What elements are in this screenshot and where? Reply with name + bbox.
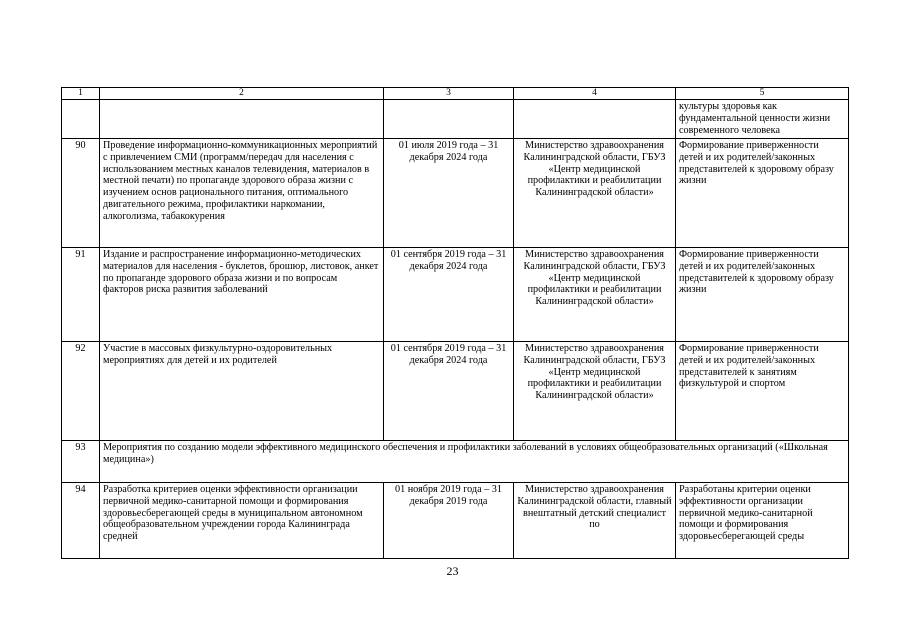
row-number: 91 (62, 247, 100, 341)
activity-cell: Участие в массовых физкультурно-оздоровительных мероприятиях для детей и их родителей (100, 341, 384, 440)
result-cell: Формирование приверженности детей и их родителей/законных представителей к здоровому образу жизни (676, 247, 849, 341)
result-cell: Формирование приверженности детей и их родителей/законных представителей к занятиям физкультурой и спортом (676, 341, 849, 440)
page-number: 23 (446, 564, 459, 578)
executor-cell: Министерство здравоохранения Калининградской области, ГБУЗ «Центр медицинской профилактики и реабилитации Калининградской области» (514, 341, 676, 440)
table-row (62, 138, 849, 247)
empty-cell (62, 100, 100, 139)
result-cell: Формирование приверженности детей и их родителей/законных представителей к здоровому образу жизни (676, 138, 849, 247)
result-cell: Разработаны критерии оценки эффективности организации первичной медико-санитарной помощи и формирования здоровьесберегающей среды (676, 482, 849, 558)
column-number-row (62, 88, 849, 100)
row-number: 90 (62, 138, 100, 247)
row-number: 92 (62, 341, 100, 440)
table-row (62, 247, 849, 341)
table-row-continuation (62, 100, 849, 139)
header-cell: 5 (676, 88, 849, 100)
term-cell: 01 сентября 2019 года – 31 декабря 2024 года (384, 247, 514, 341)
row-number: 94 (62, 482, 100, 558)
row-number: 93 (62, 440, 100, 482)
term-cell: 01 ноября 2019 года – 31 декабря 2019 года (384, 482, 514, 558)
header-cell: 1 (62, 88, 100, 100)
activity-cell: Издание и распространение информационно-методических материалов для населения - буклетов, брошюр, листовок, анкет по пропаганде здорового образа жизни и по вопросам факторов риска развития заболеваний (100, 247, 384, 341)
term-cell: 01 сентября 2019 года – 31 декабря 2024 года (384, 341, 514, 440)
empty-cell (384, 100, 514, 139)
plan-table (61, 87, 849, 559)
empty-cell (100, 100, 384, 139)
header-cell: 2 (100, 88, 384, 100)
table-row (62, 341, 849, 440)
header-cell: 3 (384, 88, 514, 100)
executor-cell: Министерство здравоохранения Калининградской области, ГБУЗ «Центр медицинской профилактики и реабилитации Калининградской области» (514, 138, 676, 247)
result-cell: культуры здоровья как фундаментальной ценности жизни современного человека (676, 100, 849, 139)
executor-cell: Министерство здравоохранения Калининградской области, главный внештатный детский специалист по (514, 482, 676, 558)
empty-cell (514, 100, 676, 139)
activity-cell: Проведение информационно-коммуникационных мероприятий с привлечением СМИ (программ/передач для населения с использованием местных каналов телевидения, материалов в местной печати) по пропаганде здорового образа жизни с изучением основ рационального питания, оптимального двигательного режима, профилактики наркомании, алкоголизма, табакокурения (100, 138, 384, 247)
table-row (62, 482, 849, 558)
term-cell: 01 июля 2019 года – 31 декабря 2024 года (384, 138, 514, 247)
section-heading: Мероприятия по созданию модели эффективного медицинского обеспечения и профилактики заболеваний в условиях общеобразовательных организаций («Школьная медицина») (100, 440, 849, 482)
section-row (62, 440, 849, 482)
activity-cell: Разработка критериев оценки эффективности организации первичной медико-санитарной помощи и формирования здоровьесберегающей среды в муниципальном автономном общеобразовательном учреждении города Калининграда средней (100, 482, 384, 558)
executor-cell: Министерство здравоохранения Калининградской области, ГБУЗ «Центр медицинской профилактики и реабилитации Калининградской области» (514, 247, 676, 341)
header-cell: 4 (514, 88, 676, 100)
